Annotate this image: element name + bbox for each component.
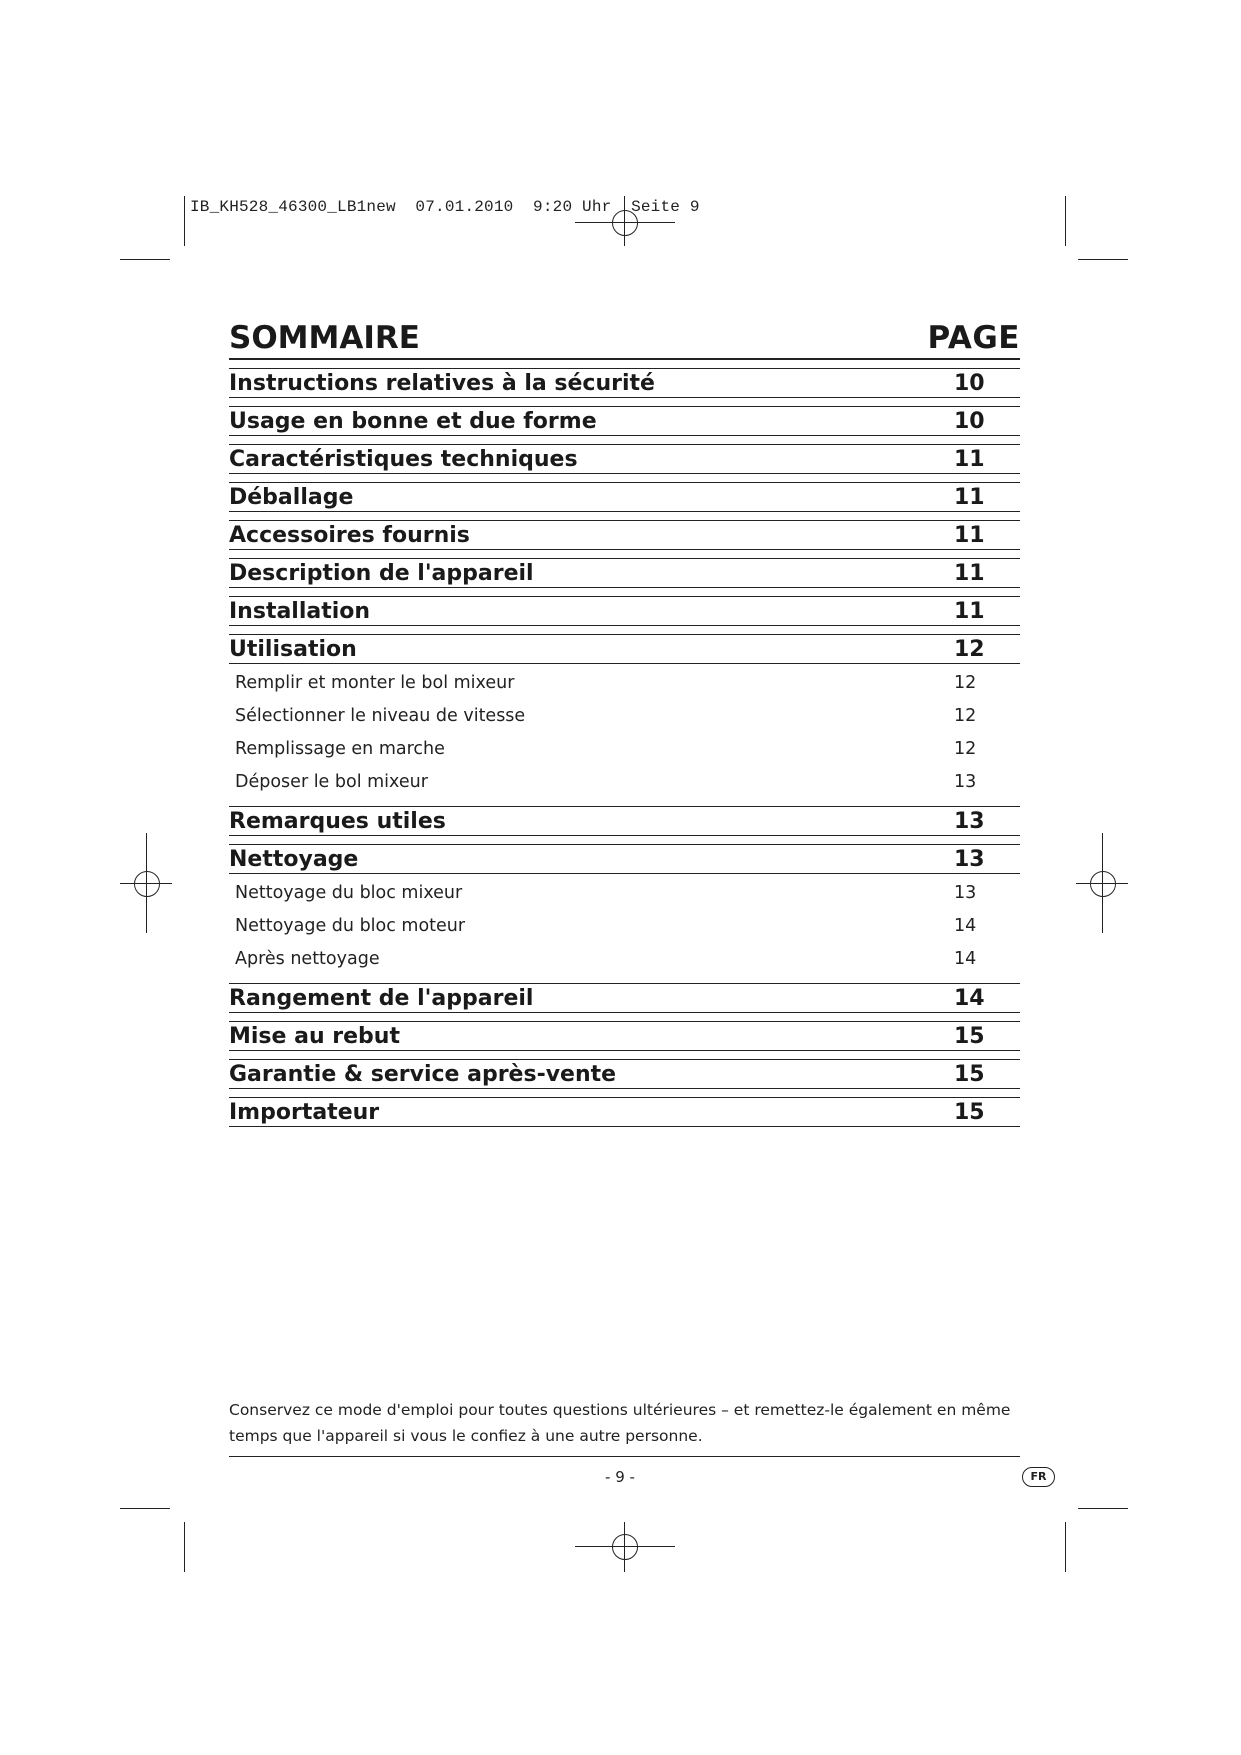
toc-subsection-title: Remplir et monter le bol mixeur [235,672,515,693]
print-slug: IB_KH528_46300_LB1new 07.01.2010 9:20 Uhr Seite 9 [190,198,700,216]
toc-subsection-title: Remplissage en marche [235,738,445,759]
toc-subsection-row [229,909,1020,942]
toc-section-title: Garantie & service après-vente [229,1061,617,1087]
toc-section-row [229,983,1020,1013]
toc-section-title: Usage en bonne et due forme [229,408,597,434]
toc-section-row [229,596,1020,626]
toc-subsection-title: Déposer le bol mixeur [235,771,428,792]
toc-section-row [229,1097,1020,1127]
crop-mark [184,1522,185,1572]
toc-subsection-page: 14 [954,948,977,969]
toc-title: SOMMAIRE [229,320,420,356]
toc-section-row [229,368,1020,398]
toc-section-page: 13 [954,846,985,872]
toc-section-title: Caractéristiques techniques [229,446,578,472]
toc-section-page: 10 [954,408,985,434]
table-of-contents [229,318,1020,1127]
crop-mark [1065,1522,1066,1572]
toc-subsection-row [229,666,1020,699]
toc-section-page: 11 [954,598,985,624]
toc-section-title: Utilisation [229,636,357,662]
toc-section-row [229,1021,1020,1051]
toc-subsection-page: 13 [954,882,977,903]
toc-section-title: Instructions relatives à la sécurité [229,370,655,396]
crop-mark [184,196,185,246]
toc-section-row [229,844,1020,874]
toc-subsection-row [229,876,1020,909]
toc-subsection-title: Après nettoyage [235,948,380,969]
toc-section-row [229,634,1020,664]
toc-section-title: Accessoires fournis [229,522,470,548]
toc-page-label: PAGE [927,320,1020,356]
toc-section-page: 15 [954,1023,985,1049]
toc-section-row [229,558,1020,588]
toc-section-title: Nettoyage [229,846,359,872]
crop-mark [1065,196,1066,246]
toc-section-row [229,406,1020,436]
toc-section-row [229,444,1020,474]
toc-subsection-title: Nettoyage du bloc moteur [235,915,466,936]
toc-section-title: Déballage [229,484,354,510]
toc-subsection-row [229,942,1020,975]
toc-section-title: Remarques utiles [229,808,446,834]
toc-subsection-row [229,732,1020,765]
toc-section-title: Installation [229,598,371,624]
toc-section-page: 15 [954,1099,985,1125]
toc-section-page: 12 [954,636,985,662]
toc-body [229,368,1020,1127]
crop-mark [120,1508,170,1509]
toc-subsection-title: Nettoyage du bloc mixeur [235,882,463,903]
toc-section-page: 13 [954,808,985,834]
toc-section-row [229,806,1020,836]
crop-mark [1078,1508,1128,1509]
crop-mark [120,259,170,260]
toc-subsection-title: Sélectionner le niveau de vitesse [235,705,526,726]
toc-section-row [229,482,1020,512]
toc-subsection-page: 14 [954,915,977,936]
toc-section-page: 14 [954,985,985,1011]
toc-section-title: Importateur [229,1099,380,1125]
footer-divider [229,1456,1020,1457]
toc-section-title: Description de l'appareil [229,560,534,586]
toc-section-page: 11 [954,446,985,472]
toc-subsection-group [229,664,1020,798]
toc-section-page: 10 [954,370,985,396]
toc-subsection-group [229,874,1020,975]
toc-section-title: Rangement de l'appareil [229,985,534,1011]
page-number: - 9 - [605,1468,635,1486]
toc-subsection-page: 12 [954,672,977,693]
toc-section-page: 11 [954,522,985,548]
toc-subsection-row [229,699,1020,732]
toc-section-page: 11 [954,484,985,510]
toc-subsection-page: 12 [954,705,977,726]
toc-subsection-page: 13 [954,771,977,792]
crop-mark [1078,259,1128,260]
toc-section-page: 15 [954,1061,985,1087]
language-badge: FR [1022,1467,1055,1487]
toc-section-title: Mise au rebut [229,1023,400,1049]
toc-section-page: 11 [954,560,985,586]
toc-subsection-row [229,765,1020,798]
toc-section-row [229,520,1020,550]
toc-subsection-page: 12 [954,738,977,759]
footer-note: Conservez ce mode d'emploi pour toutes questions ultérieures – et remettez-le également en même temps que l'appareil si vous le confiez à une autre personne. [229,1401,1011,1445]
toc-header [229,318,1020,360]
toc-section-row [229,1059,1020,1089]
